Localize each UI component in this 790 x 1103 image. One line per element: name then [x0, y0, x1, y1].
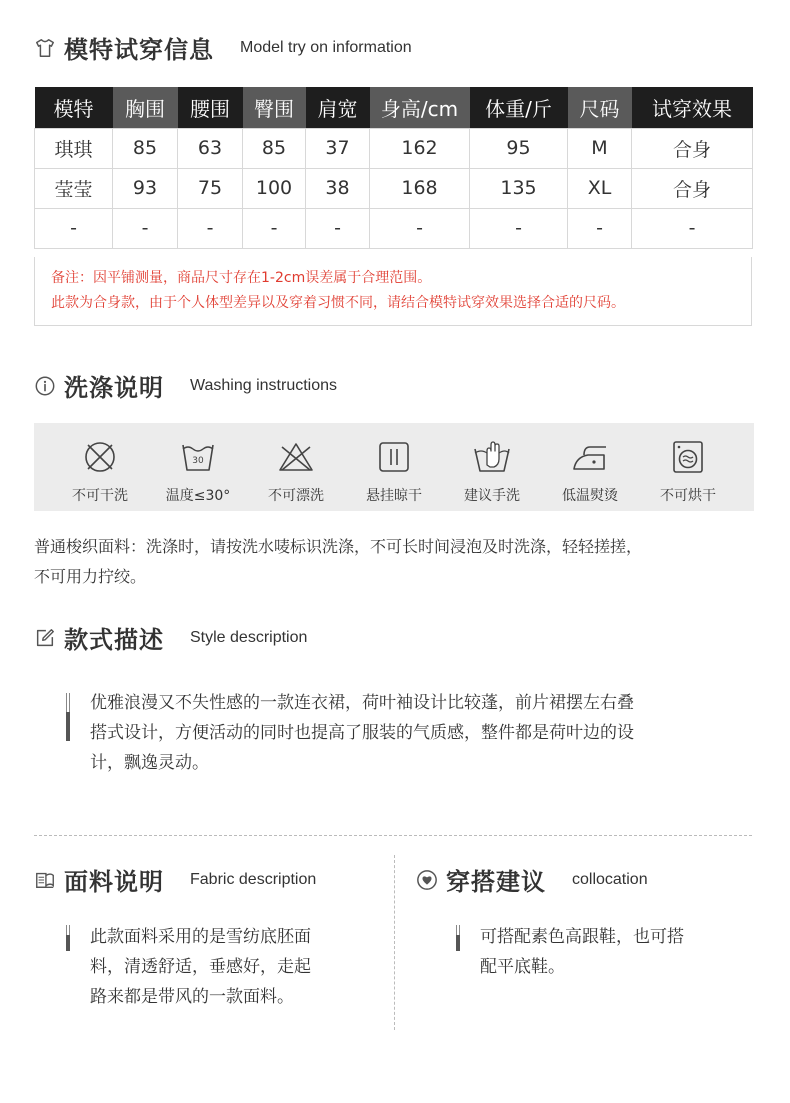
table-row: [35, 128, 753, 168]
wash-label: 不可漂洗: [268, 488, 324, 504]
wash-text-line: 普通梭织面料：洗涤时，请按洗水唛标识洗涤，不可长时间浸泡及时洗涤，轻轻搓搓，: [34, 537, 643, 556]
header-cell: 胸围: [113, 87, 178, 128]
fabric-icon: [34, 869, 56, 891]
table-cell: -: [568, 208, 632, 248]
wash-icons-bar: [34, 423, 754, 511]
collocation-quote: [456, 922, 684, 982]
wash-label: 低温熨烫: [562, 488, 618, 504]
header-cell: 肩宽: [306, 87, 370, 128]
table-cell: -: [632, 208, 753, 248]
table-row: [35, 168, 753, 208]
info-icon: [34, 375, 56, 397]
table-cell: 93: [113, 168, 178, 208]
model-section-subtitle: Model try on information: [240, 38, 412, 56]
fabric-section-header: [34, 862, 316, 897]
wash-item: [448, 423, 536, 511]
wash-label: 悬挂晾干: [366, 488, 422, 504]
table-cell: 85: [113, 128, 178, 168]
wash-item: [350, 423, 438, 511]
table-cell: 莹莹: [35, 168, 113, 208]
fabric-text-line: 路来都是带风的一款面料。: [90, 987, 294, 1007]
header-cell: 尺码: [568, 87, 632, 128]
wash-section-header: [34, 368, 337, 403]
collocation-section-subtitle: collocation: [572, 870, 648, 888]
wash-label: 不可烘干: [660, 488, 716, 504]
wash-30-icon: [178, 437, 218, 477]
quote-bar: [66, 925, 70, 951]
no-tumble-dry-icon: [668, 437, 708, 477]
wash-label: 建议手洗: [464, 488, 520, 504]
table-header-row: [35, 87, 753, 128]
wash-temp-text: 30: [192, 456, 204, 466]
model-section-title: 模特试穿信息: [64, 36, 214, 64]
table-cell: 95: [470, 128, 568, 168]
table-cell: -: [35, 208, 113, 248]
header-cell: 腰围: [178, 87, 243, 128]
note-line: 备注：因平铺测量，商品尺寸存在1-2cm误差属于合理范围。: [51, 270, 432, 286]
fabric-text-line: 此款面料采用的是雪纺底胚面: [90, 927, 311, 947]
table-cell: 135: [470, 168, 568, 208]
fabric-quote: [66, 922, 311, 1012]
wash-label: 温度≤30°: [165, 488, 231, 504]
collocation-section-title: 穿搭建议: [446, 868, 546, 896]
wash-section-title: 洗涤说明: [64, 374, 164, 402]
table-row: [35, 208, 753, 248]
wash-item: [546, 423, 634, 511]
header-cell: 模特: [35, 87, 113, 128]
quote-bar: [456, 925, 460, 951]
note-line: 此款为合身款，由于个人体型差异以及穿着习惯不同，请结合模特试穿效果选择合适的尺码。: [51, 295, 625, 311]
table-cell: XL: [568, 168, 632, 208]
header-cell: 体重/斤: [470, 87, 568, 128]
collocation-section-header: [416, 862, 648, 897]
wash-item: [154, 423, 242, 511]
style-text-line: 搭式设计，方便活动的同时也提高了服装的气质感，整件都是荷叶边的设: [90, 723, 634, 743]
edit-icon: [34, 627, 56, 649]
table-cell: 168: [370, 168, 470, 208]
hang-dry-icon: [374, 437, 414, 477]
wash-text: [34, 532, 642, 592]
column-divider: [394, 855, 395, 1030]
table-cell: 162: [370, 128, 470, 168]
size-table: [34, 87, 753, 249]
wash-section-subtitle: Washing instructions: [190, 376, 338, 394]
section-divider: [34, 835, 752, 836]
table-cell: -: [178, 208, 243, 248]
style-text-line: 计，飘逸灵动。: [90, 753, 209, 773]
table-cell: 100: [243, 168, 306, 208]
table-cell: 合身: [632, 128, 753, 168]
fabric-section-title: 面料说明: [64, 868, 164, 896]
size-notes: [34, 257, 752, 326]
collocation-text-line: 配平底鞋。: [480, 957, 565, 977]
quote-bar: [66, 693, 70, 741]
table-cell: 85: [243, 128, 306, 168]
table-cell: 63: [178, 128, 243, 168]
table-cell: -: [113, 208, 178, 248]
wash-text-line: 不可用力拧绞。: [34, 567, 147, 586]
collocation-text-line: 可搭配素色高跟鞋，也可搭: [480, 927, 684, 947]
no-bleach-icon: [276, 437, 316, 477]
fabric-section-subtitle: Fabric description: [190, 870, 317, 888]
table-cell: 38: [306, 168, 370, 208]
wash-item: [56, 423, 144, 511]
style-section-subtitle: Style description: [190, 628, 308, 646]
header-cell: 臀围: [243, 87, 306, 128]
no-dry-clean-icon: [80, 437, 120, 477]
wash-item: [252, 423, 340, 511]
style-text-line: 优雅浪漫又不失性感的一款连衣裙，荷叶袖设计比较蓬，前片裙摆左右叠: [90, 693, 634, 713]
table-cell: -: [306, 208, 370, 248]
table-cell: 37: [306, 128, 370, 168]
wash-item: [644, 423, 732, 511]
tshirt-icon: [34, 37, 56, 59]
table-cell: 合身: [632, 168, 753, 208]
style-section-header: [34, 620, 307, 655]
table-cell: -: [243, 208, 306, 248]
style-section-title: 款式描述: [64, 626, 164, 654]
model-section-header: [34, 30, 412, 65]
fabric-text-line: 料，清透舒适，垂感好，走起: [90, 957, 311, 977]
table-cell: -: [370, 208, 470, 248]
style-quote: [66, 688, 634, 778]
low-iron-icon: [570, 437, 610, 477]
hand-wash-icon: [472, 437, 512, 477]
heart-icon: [416, 869, 438, 891]
header-cell: 试穿效果: [632, 87, 753, 128]
header-cell: 身高/cm: [370, 87, 470, 128]
table-cell: 琪琪: [35, 128, 113, 168]
table-cell: 75: [178, 168, 243, 208]
table-cell: M: [568, 128, 632, 168]
table-cell: -: [470, 208, 568, 248]
wash-label: 不可干洗: [72, 488, 128, 504]
